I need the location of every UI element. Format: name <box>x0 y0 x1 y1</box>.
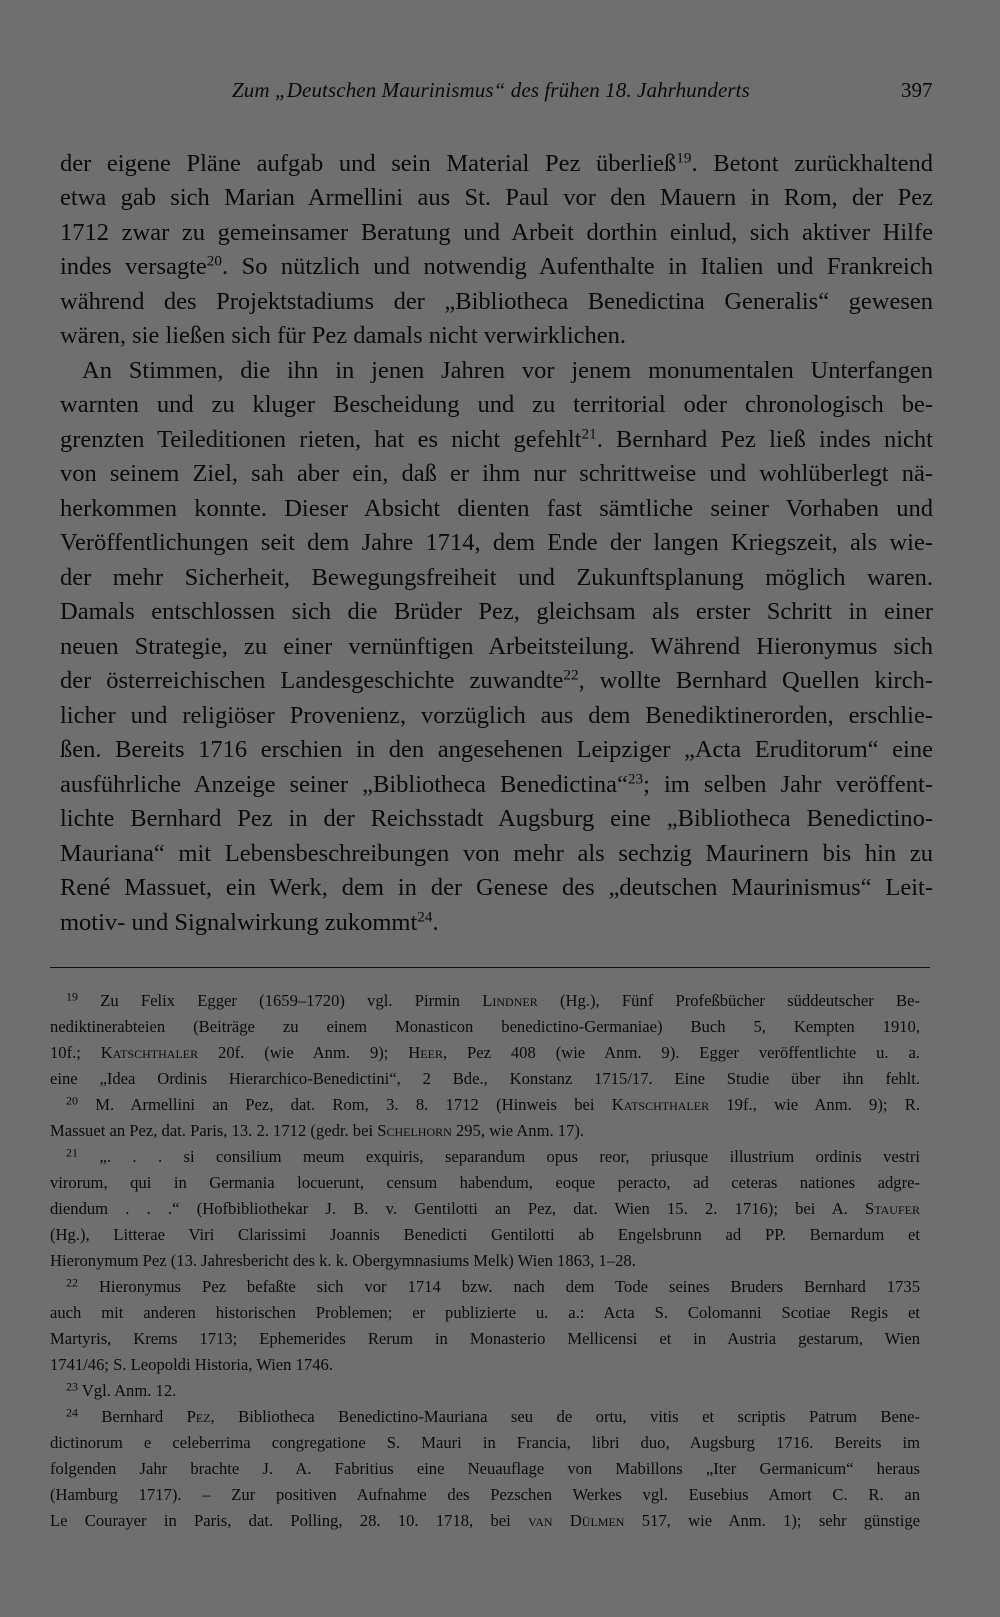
body-line: wären, sie ließen sich für Pez damals nicht verwirklichen. <box>60 322 627 349</box>
footnote-line: nediktinerabteien (Beiträge zu einem Monasticon benedictino-Germaniae) Buch 5, Kempten 1910, <box>50 1017 920 1036</box>
body-line: lichte Bernhard Pez in der Reichsstadt Augsburg eine „Bibliotheca Benedictino- <box>60 805 933 832</box>
footnote-line: virorum, qui in Germania locuerunt, censum habendum, eoque peracto, ad ceteras nationes adgre- <box>50 1173 920 1192</box>
footnote-line: 10f.; Katschthaler 20f. (wie Anm. 9); Heer, Pez 408 (wie Anm. 9). Egger veröffentlichte u. a. <box>50 1043 920 1062</box>
footnote-reference: 24 <box>417 908 433 926</box>
footnote-divider <box>50 967 930 968</box>
footnote-number: 21 <box>66 1145 78 1160</box>
footnote-number: 19 <box>66 989 78 1004</box>
footnote-line: dictinorum e celeberrima congregatione S. Mauri in Francia, libri duo, Augsburg 1716. Bereits im <box>50 1433 920 1452</box>
footnote-reference: 23 <box>627 770 644 788</box>
body-line: René Massuet, ein Werk, dem in der Genese des „deutschen Maurinismus“ Leit- <box>60 874 933 901</box>
footnote-line: Martyris, Krems 1713; Ephemerides Rerum in Monasterio Mellicensi et in Austria gestarum, Wien <box>50 1329 920 1348</box>
footnote-line: Hieronymum Pez (13. Jahresbericht des k. k. Obergymnasiums Melk) Wien 1863, 1–28. <box>50 1251 636 1270</box>
footnote-number: 22 <box>66 1275 78 1290</box>
body-line: der mehr Sicherheit, Bewegungsfreiheit und Zukunftsplanung möglich waren. <box>60 564 933 591</box>
body-line: indes versagte$^{20}$. So nützlich und notwendig Aufenthalte in Italien und Frankreich <box>60 252 933 280</box>
footnote-number: 24 <box>66 1405 78 1420</box>
footnote-line: diendum . . .“ (Hofbibliothekar J. B. v. Gentilotti an Pez, dat. Wien 15. 2. 1716); bei A. Staufer <box>50 1199 920 1218</box>
footnote-line: folgenden Jahr brachte J. A. Fabritius eine Neuauflage von Mabillons „Iter Germanicum“ heraus <box>50 1459 920 1478</box>
footnote-line: eine „Idea Ordinis Hierarchico-Benedictini“, 2 Bde., Konstanz 1715/17. Eine Studie über ihn fehlt. <box>50 1069 920 1088</box>
footnote-reference: 20 <box>206 252 222 270</box>
body-line: ßen. Bereits 1716 erschien in den angesehenen Leipziger „Acta Eruditorum“ eine <box>60 736 933 763</box>
running-title: Zum „Deutschen Maurinismus“ des frühen 18. Jahrhunderts <box>232 78 750 102</box>
body-line: während des Projektstadiums der „Bibliotheca Benedictina Generalis“ gewesen <box>60 288 933 315</box>
body-line: licher und religiöser Provenienz, vorzüglich aus dem Benediktinerorden, erschlie- <box>60 702 933 729</box>
footnote-line: auch mit anderen historischen Problemen; er publizierte u. a.: Acta S. Colomanni Scotiae Regis et <box>50 1303 920 1322</box>
page-number: 397 <box>901 78 933 102</box>
body-line: Veröffentlichungen seit dem Jahre 1714, dem Ende der langen Kriegszeit, als wie- <box>60 529 933 556</box>
body-line: der österreichischen Landesgeschichte zuwandte$^{22}$, wollte Bernhard Quellen kirch- <box>60 666 933 694</box>
footnote-line: $^{24}$ Bernhard Pez, Bibliotheca Benedictino-Mauriana seu de ortu, vitis et scriptis Patrum Bene- <box>66 1405 921 1426</box>
body-line: der eigene Pläne aufgab und sein Material Pez überließ$^{19}$. Betont zurückhaltend <box>60 149 933 177</box>
footnote-reference: 21 <box>581 425 597 443</box>
body-line: warnten und zu kluger Bescheidung und zu territorial oder chronologisch be- <box>60 391 933 418</box>
body-line: ausführliche Anzeige seiner „Bibliotheca Benedictina“$^{23}$; im selben Jahr veröffent- <box>60 770 934 798</box>
body-line: von seinem Ziel, sah aber ein, daß er ihm nur schrittweise und wohlüberlegt nä- <box>60 460 933 487</box>
body-line: herkommen konnte. Dieser Absicht dienten fast sämtliche seiner Vorhaben und <box>60 495 933 522</box>
footnote-line: $^{22}$ Hieronymus Pez befaßte sich vor 1714 bzw. nach dem Tode seines Bruders Bernhard 1735 <box>66 1275 920 1296</box>
footnote-line: (Hamburg 1717). – Zur positiven Aufnahme des Pezschen Werkes vgl. Eusebius Amort C. R. an <box>50 1485 920 1504</box>
body-line: neuen Strategie, zu einer vernünftigen Arbeitsteilung. Während Hieronymus sich <box>60 633 933 660</box>
body-line: 1712 zwar zu gemeinsamer Beratung und Arbeit dorthin einlud, sich aktiver Hilfe <box>60 219 933 246</box>
footnote-line: $^{23}$ Vgl. Anm. 12. <box>66 1379 177 1400</box>
footnote-line: $^{20}$ M. Armellini an Pez, dat. Rom, 3. 8. 1712 (Hinweis bei Katschthaler 19f., wie Anm. 9); R. <box>66 1093 921 1114</box>
footnote-number: 20 <box>66 1093 78 1108</box>
footnote-line: $^{19}$ Zu Felix Egger (1659–1720) vgl. Pirmin Lindner (Hg.), Fünf Profeßbücher süddeutscher Be- <box>66 989 921 1010</box>
body-line: motiv- und Signalwirkung zukommt$^{24}$. <box>60 908 439 936</box>
footnote-reference: 19 <box>676 149 692 167</box>
body-line: etwa gab sich Marian Armellini aus St. Paul vor den Mauern in Rom, der Pez <box>60 184 933 211</box>
footnote-line: Massuet an Pez, dat. Paris, 13. 2. 1712 (gedr. bei Schelhorn 295, wie Anm. 17). <box>50 1121 585 1140</box>
footnote-line: (Hg.), Litterae Viri Clarissimi Joannis Benedicti Gentilotti ab Engelsbrunn ad PP. Bernardum et <box>50 1225 920 1244</box>
body-line: grenzten Teileditionen rieten, hat es nicht gefehlt$^{21}$. Bernhard Pez ließ indes nicht <box>60 425 933 453</box>
footnote-number: 23 <box>66 1379 78 1394</box>
footnote-reference: 22 <box>563 666 579 684</box>
body-line: Mauriana“ mit Lebensbeschreibungen von mehr als sechzig Maurinern bis hin zu <box>60 840 933 867</box>
body-line: An Stimmen, die ihn in jenen Jahren vor jenem monumentalen Unterfangen <box>82 357 933 384</box>
footnote-line: Le Courayer in Paris, dat. Polling, 28. 10. 1718, bei van Dülmen 517, wie Anm. 1); sehr günstige <box>50 1511 920 1530</box>
footnote-line: $^{21}$ „. . . si consilium meum exquiris, separandum opus reor, priusque illustrium ordinis vestri <box>66 1145 920 1166</box>
body-line: Damals entschlossen sich die Brüder Pez, gleichsam als erster Schritt in einer <box>60 598 933 625</box>
footnote-line: 1741/46; S. Leopoldi Historia, Wien 1746. <box>50 1355 333 1374</box>
